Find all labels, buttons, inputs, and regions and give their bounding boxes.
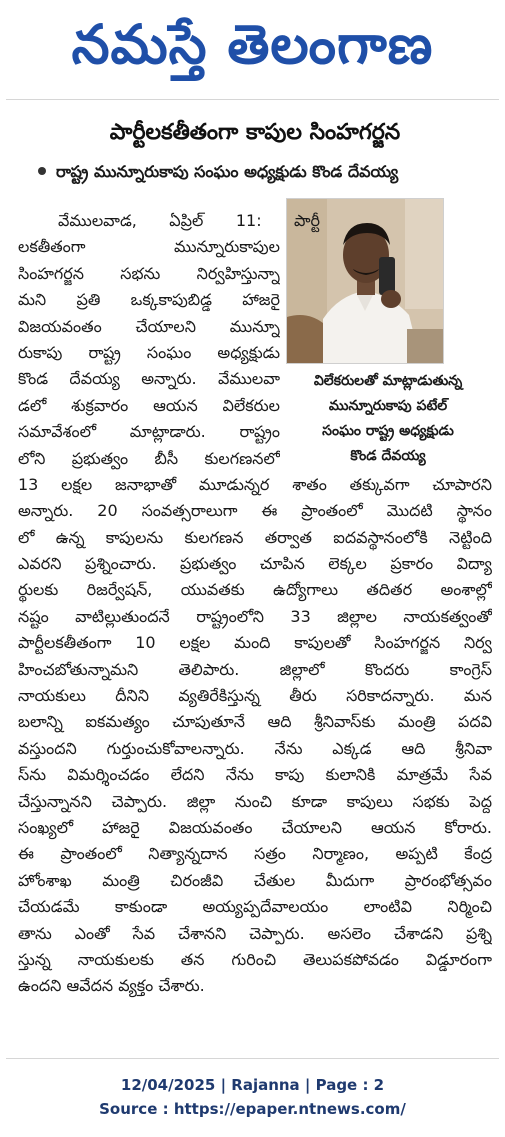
article-subhead bbox=[38, 158, 498, 186]
article-line: వస్తుందని గుర్తుంచుకోవాలన్నారు. నేను ఎక్కడ ఆది శ్రీనివా bbox=[18, 738, 492, 758]
masthead-logo: నమస్తే తెలంగాణ bbox=[71, 13, 434, 76]
article-line: చేస్తున్నానని చెప్పారు. జిల్లా నుంచి కూడా కాపులు సభకు పెద్ద bbox=[18, 791, 492, 811]
article-line: డలో శుక్రవారం ఆయన విలేకరుల bbox=[18, 395, 280, 415]
article-line: తాను ఎంతో సేవ చేశానని చెప్పారు. అసలెం చేశాడని ప్రశ్ని bbox=[18, 923, 492, 943]
caption-line: సంఘం రాష్ట్ర అధ్యక్షుడు bbox=[322, 423, 454, 439]
article-line: స్తున్న నాయకులకు తన గురించి తెలుపకపోవడం విడ్డూరంగా bbox=[18, 949, 492, 969]
article-line: చేయడమే కాకుండా అయ్యప్పదేవాలయం లాంటివి నిర్మించి bbox=[18, 897, 492, 917]
article-line: నాయకులు దీనిని వ్యతిరేకిస్తున్న తీరు సరికాదన్నారు. మన bbox=[18, 686, 492, 706]
article-line: హోంశాఖ మంత్రి చిరంజీవి చేతుల మీదుగా ప్రారంభోత్సవం bbox=[18, 870, 492, 890]
article-line: లకతీతంగా మున్నూరుకాపుల bbox=[18, 237, 280, 257]
article-headline: పార్టీలకతీతంగా కాపుల సింహగర్జన bbox=[109, 120, 401, 145]
article-line: మని ప్రతి ఒక్కకాపుబిడ్డ హాజరై bbox=[18, 290, 280, 310]
article-line: సమావేశంలో మాట్లాడారు. రాష్ట్రం bbox=[18, 422, 280, 442]
article-line: ఉందని ఆవేదన వ్యక్తం చేశారు. bbox=[18, 976, 205, 996]
article-line: ర్థులకు రిజర్వేషన్, యువతకు ఉద్యోగాలు తదితర అంశాల్లో bbox=[18, 580, 492, 600]
article-line: లోని ప్రభుత్వం బీసీ కులగణనలో bbox=[18, 448, 280, 468]
article-line: హించబోతున్నామని తెలిపారు. జిల్లాలో కొందరు కాంగ్రెస్ bbox=[18, 659, 492, 679]
article-line: ఎవరని ప్రశ్నించారు. ప్రభుత్వం చూపిన లెక్కల ప్రకారం విద్యా bbox=[18, 554, 492, 574]
article-body bbox=[18, 208, 492, 1000]
article-line: అన్నారు. 20 సంవత్సరాలుగా ఈ ప్రాంతంలో మొదటి స్థానం bbox=[18, 501, 492, 521]
bullet-icon bbox=[38, 167, 46, 175]
footer-divider bbox=[6, 1058, 499, 1059]
article-line: సింహగర్జన సభను నిర్వహిస్తున్నా bbox=[18, 263, 280, 283]
subhead-text: రాష్ట్ర మున్నూరుకాపు సంఘం అధ్యక్షుడు కొండ దేవయ్య bbox=[56, 162, 399, 181]
caption-line: మున్నూరుకాపు పటేల్ bbox=[328, 398, 448, 414]
article-line: బలాన్ని ఐకమత్యం చూపుతూనే ఆది శ్రీనివాస్‌కు మంత్రి పదవి bbox=[18, 712, 492, 732]
article-line: 13 లక్షల జనాభాతో మూడున్నర శాతం తక్కువగా చూపారని bbox=[18, 474, 492, 494]
article-line: కొండ దేవయ్య అన్నారు. వేములవా bbox=[18, 369, 280, 389]
caption-line: విలేకరులతో మాట్లాడుతున్న bbox=[313, 373, 463, 389]
footer-meta: 12/04/2025 | Rajanna | Page : 2 bbox=[120, 1076, 385, 1094]
article-line: సంఖ్యలో హాజరై విజయవంతం చేయాలని ఆయన కోరారు. bbox=[18, 817, 492, 837]
footer-source: Source : https://epaper.ntnews.com/ bbox=[99, 1100, 406, 1118]
article-line: స్‌ను విమర్శించడం లేదని నేను కాపు కులానికి మాత్రమే సేవ bbox=[18, 765, 492, 785]
article-line: నష్టం వాటిల్లుతుందనే రాష్ట్రంలోని 33 జిల్లాల నాయకత్వంతో bbox=[18, 606, 492, 626]
article-line: ఈ ప్రాంతంలో నిత్యాన్నదాన సత్రం నిర్మాణం, అప్పటి కేంద్ర bbox=[18, 844, 492, 864]
article-line: లో ఉన్న కాపులను కులగణన తర్వాత ఐదవస్థానంలోకి నెట్టింది bbox=[18, 527, 492, 547]
caption-line: కొండ దేవయ్య bbox=[350, 448, 426, 464]
article-line: రుకాపు రాష్ట్ర సంఘం అధ్యక్షుడు bbox=[18, 342, 280, 362]
article-line: విజయవంతం చేయాలని మున్నూ bbox=[18, 316, 280, 336]
masthead-divider bbox=[6, 99, 499, 100]
article-line: పార్టీలకతీతంగా 10 లక్షల మంది కాపులతో సింహగర్జన నిర్వ bbox=[18, 633, 492, 653]
article-line: వేములవాడ, ఏప్రిల్ 11: పార్టీ bbox=[58, 211, 320, 230]
